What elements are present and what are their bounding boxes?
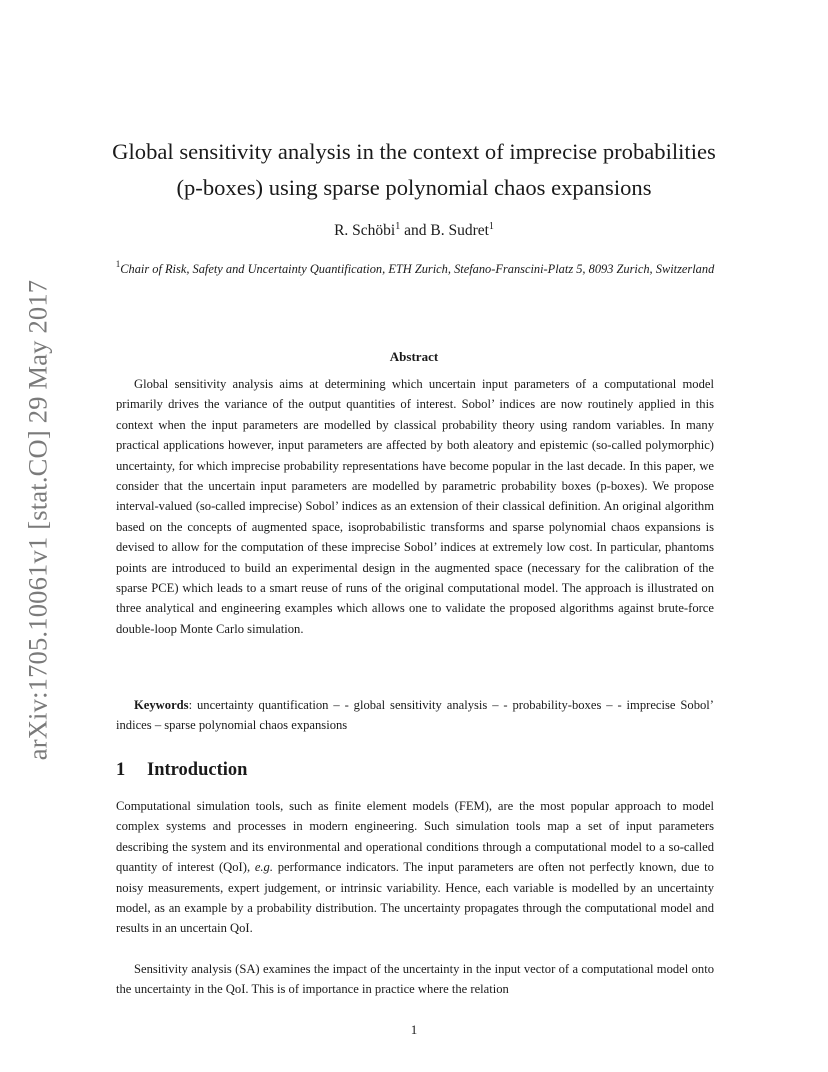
paper-title bbox=[60, 134, 768, 206]
body-paragraph: Sensitivity analysis (SA) examines the impact of the uncertainty in the input vector of a computational model onto the uncertainty in the QoI. This is of importance in practice where the relation bbox=[116, 962, 714, 997]
author-name: R. Schöbi bbox=[334, 222, 396, 239]
arxiv-identifier-stamp: arXiv:1705.10061v1 [stat.CO] 29 May 2017 bbox=[22, 279, 53, 761]
affiliation-text: Chair of Risk, Safety and Uncertainty Quantification, ETH Zurich, Stefano-Franscini-Platz 5, 8093 Zurich, Switzerland bbox=[120, 262, 715, 276]
paragraph-text: performance indicators. The input parameters are often not perfectly known, due to noisy measurements, expert judgement, or intrinsic variability. Hence, each variable is modelled by an uncertainty model, as an example by a probability distribution. The uncertainty propagates through the computational model and results in an uncertain QoI. bbox=[116, 860, 714, 936]
affiliation-mark: 1 bbox=[488, 221, 494, 232]
title-line-2: (p-boxes) using sparse polynomial chaos expansions bbox=[176, 175, 652, 200]
affiliation-mark: 1 bbox=[395, 221, 401, 232]
abstract-heading: Abstract bbox=[389, 349, 439, 364]
section-number: 1 bbox=[116, 760, 126, 780]
body-paragraph bbox=[116, 796, 714, 939]
keywords-text: : uncertainty quantification – - global sensitivity analysis – - probability-boxes – - imprecise Sobol’ indices – sparse polynomial chaos expansions bbox=[116, 698, 714, 733]
section-title: Introduction bbox=[147, 760, 248, 780]
author-name: B. Sudret bbox=[430, 222, 489, 239]
abstract-text: Global sensitivity analysis aims at determining which uncertain input parameters of a computational model primarily drives the variance of the output quantities of interest. Sobol’ indices are now routinely applied in this context when the input parameters are modelled by classical probability theory using random variables. In many practical applications however, input parameters are affected by both aleatory and epistemic (so-called polymorphic) uncertainty, for which imprecise probability representations have become popular in the last decade. In this paper, we consider that the uncertain input parameters are modelled by parametric probability boxes (p-boxes). We propose interval-valued (so-called imprecise) Sobol’ indices as an extension of their classical definition. An original algorithm based on the concepts of augmented space, isoprobabilistic transforms and sparse polynomial chaos expansions is devised to allow for the computation of these imprecise Sobol’ indices at extremely low cost. In particular, phantoms points are introduced to build an experimental design in the augmented space (necessary for the calibration of the sparse PCE) which leads to a smart reuse of runs of the original computational model. The approach is illustrated on three analytical and engineering examples which allows one to validate the proposed algorithms against brute-force double-loop Monte Carlo simulation. bbox=[116, 377, 714, 636]
keywords-label: Keywords bbox=[134, 698, 189, 712]
section-heading bbox=[116, 760, 247, 781]
page-number: 1 bbox=[410, 1022, 418, 1037]
paragraph-text: Computational simulation tools, such as finite element models (FEM), are the most popular approach to model complex systems and processes in modern engineering. Such simulation tools map a set of input parameters describing the system and its environmental and operational conditions through a computational model to a so-called quantity of interest (QoI), bbox=[116, 799, 714, 875]
author-list bbox=[0, 222, 828, 240]
affiliation-mark: 1 bbox=[115, 259, 121, 269]
author-affiliation bbox=[90, 259, 740, 279]
emphasis-text: e.g. bbox=[254, 860, 273, 875]
keywords-paragraph bbox=[116, 695, 714, 736]
author-connector: and bbox=[400, 222, 431, 239]
title-line-1: Global sensitivity analysis in the context of imprecise probabilities bbox=[112, 139, 716, 164]
